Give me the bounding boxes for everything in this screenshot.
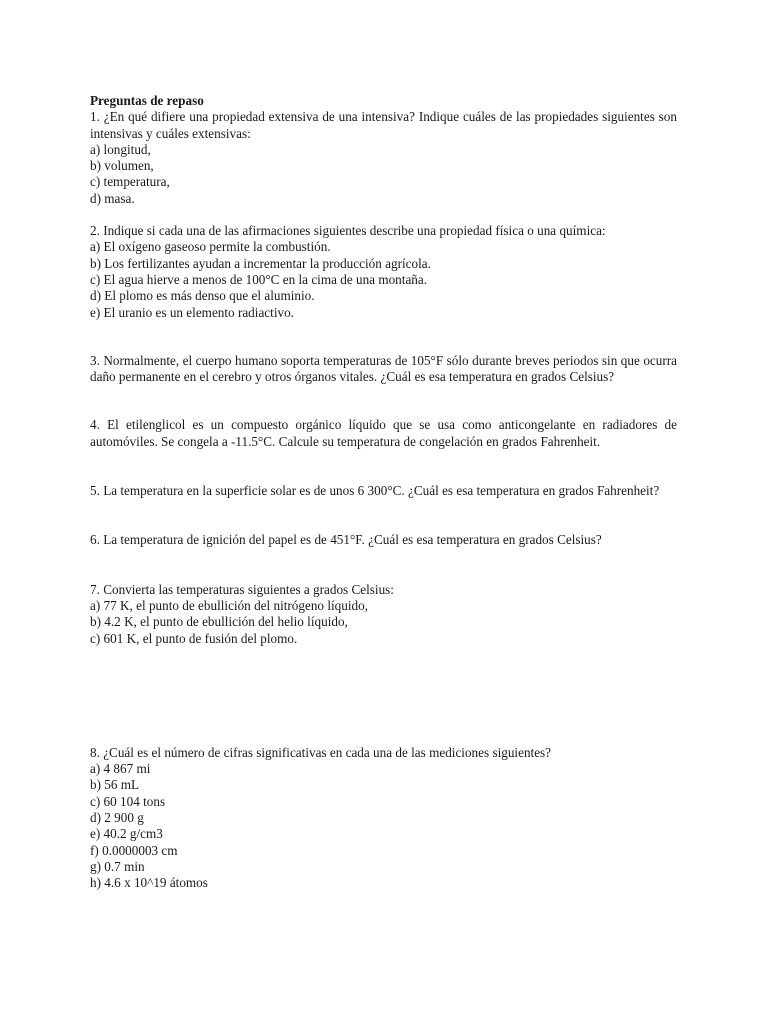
- question-4-stem: 4. El etilenglicol es un compuesto orgánico líquido que se usa como anticongelante en radiadores de automóviles. Se congela a -11.5°C. Calcule su temperatura de congelación en grados Fahrenheit.: [90, 417, 677, 449]
- question-6-stem: 6. La temperatura de ignición del papel es de 451°F. ¿Cuál es esa temperatura en grados Celsius?: [90, 532, 602, 548]
- question-8-option-c: c) 60 104 tons: [90, 793, 166, 809]
- question-1-option-c: c) temperatura,: [90, 174, 170, 190]
- question-2-option-e: e) El uranio es un elemento radiactivo.: [90, 304, 294, 320]
- question-2-option-c: c) El agua hierve a menos de 100°C en la cima de una montaña.: [90, 271, 428, 287]
- question-8-option-g: g) 0.7 min: [90, 858, 145, 874]
- question-5-stem: 5. La temperatura en la superficie solar es de unos 6 300°C. ¿Cuál es esa temperatura en grados Fahrenheit?: [90, 483, 660, 499]
- question-8-option-a: a) 4 867 mi: [90, 761, 151, 777]
- question-2-option-b: b) Los fertilizantes ayudan a incrementar la producción agrícola.: [90, 255, 431, 271]
- question-2-option-a: a) El oxígeno gaseoso permite la combustión.: [90, 239, 331, 255]
- question-8-option-e: e) 40.2 g/cm3: [90, 826, 163, 842]
- question-7-stem: 7. Convierta las temperaturas siguientes a grados Celsius:: [90, 581, 394, 597]
- question-2-stem: 2. Indique si cada una de las afirmaciones siguientes describe una propiedad física o una química:: [90, 223, 606, 239]
- question-1-option-a: a) longitud,: [90, 141, 151, 157]
- question-1-stem: 1. ¿En qué difiere una propiedad extensiva de una intensiva? Indique cuáles de las propiedades siguientes son intensivas y cuáles extensivas:: [90, 109, 677, 141]
- question-3-stem: 3. Normalmente, el cuerpo humano soporta temperaturas de 105°F sólo durante breves periodos sin que ocurra daño permanente en el cerebro y otros órganos vitales. ¿Cuál es esa temperatura en grados Celsius?: [90, 352, 677, 385]
- question-5: [90, 483, 677, 499]
- question-7-option-c: c) 601 K, el punto de fusión del plomo.: [90, 630, 298, 646]
- question-8: [90, 745, 677, 892]
- question-1-option-b: b) volumen,: [90, 158, 154, 174]
- document-title: Preguntas de repaso: [90, 93, 204, 108]
- question-8-stem: 8. ¿Cuál es el número de cifras significativas en cada una de las mediciones siguientes?: [90, 744, 552, 760]
- question-1: [90, 109, 677, 207]
- question-8-option-h: h) 4.6 x 10^19 átomos: [90, 875, 208, 891]
- question-2: [90, 223, 677, 321]
- question-3: [90, 353, 677, 386]
- question-2-option-d: d) El plomo es más denso que el aluminio.: [90, 288, 315, 304]
- question-4: [90, 417, 677, 450]
- question-1-option-d: d) masa.: [90, 190, 135, 206]
- question-6: [90, 532, 677, 548]
- question-8-option-b: b) 56 mL: [90, 777, 140, 793]
- question-7: [90, 582, 677, 647]
- question-7-option-a: a) 77 K, el punto de ebullición del nitrógeno líquido,: [90, 597, 368, 613]
- question-8-option-f: f) 0.0000003 cm: [90, 842, 178, 858]
- question-7-option-b: b) 4.2 K, el punto de ebullición del helio líquido,: [90, 614, 348, 630]
- question-8-option-d: d) 2 900 g: [90, 810, 144, 826]
- document-page: [90, 93, 677, 892]
